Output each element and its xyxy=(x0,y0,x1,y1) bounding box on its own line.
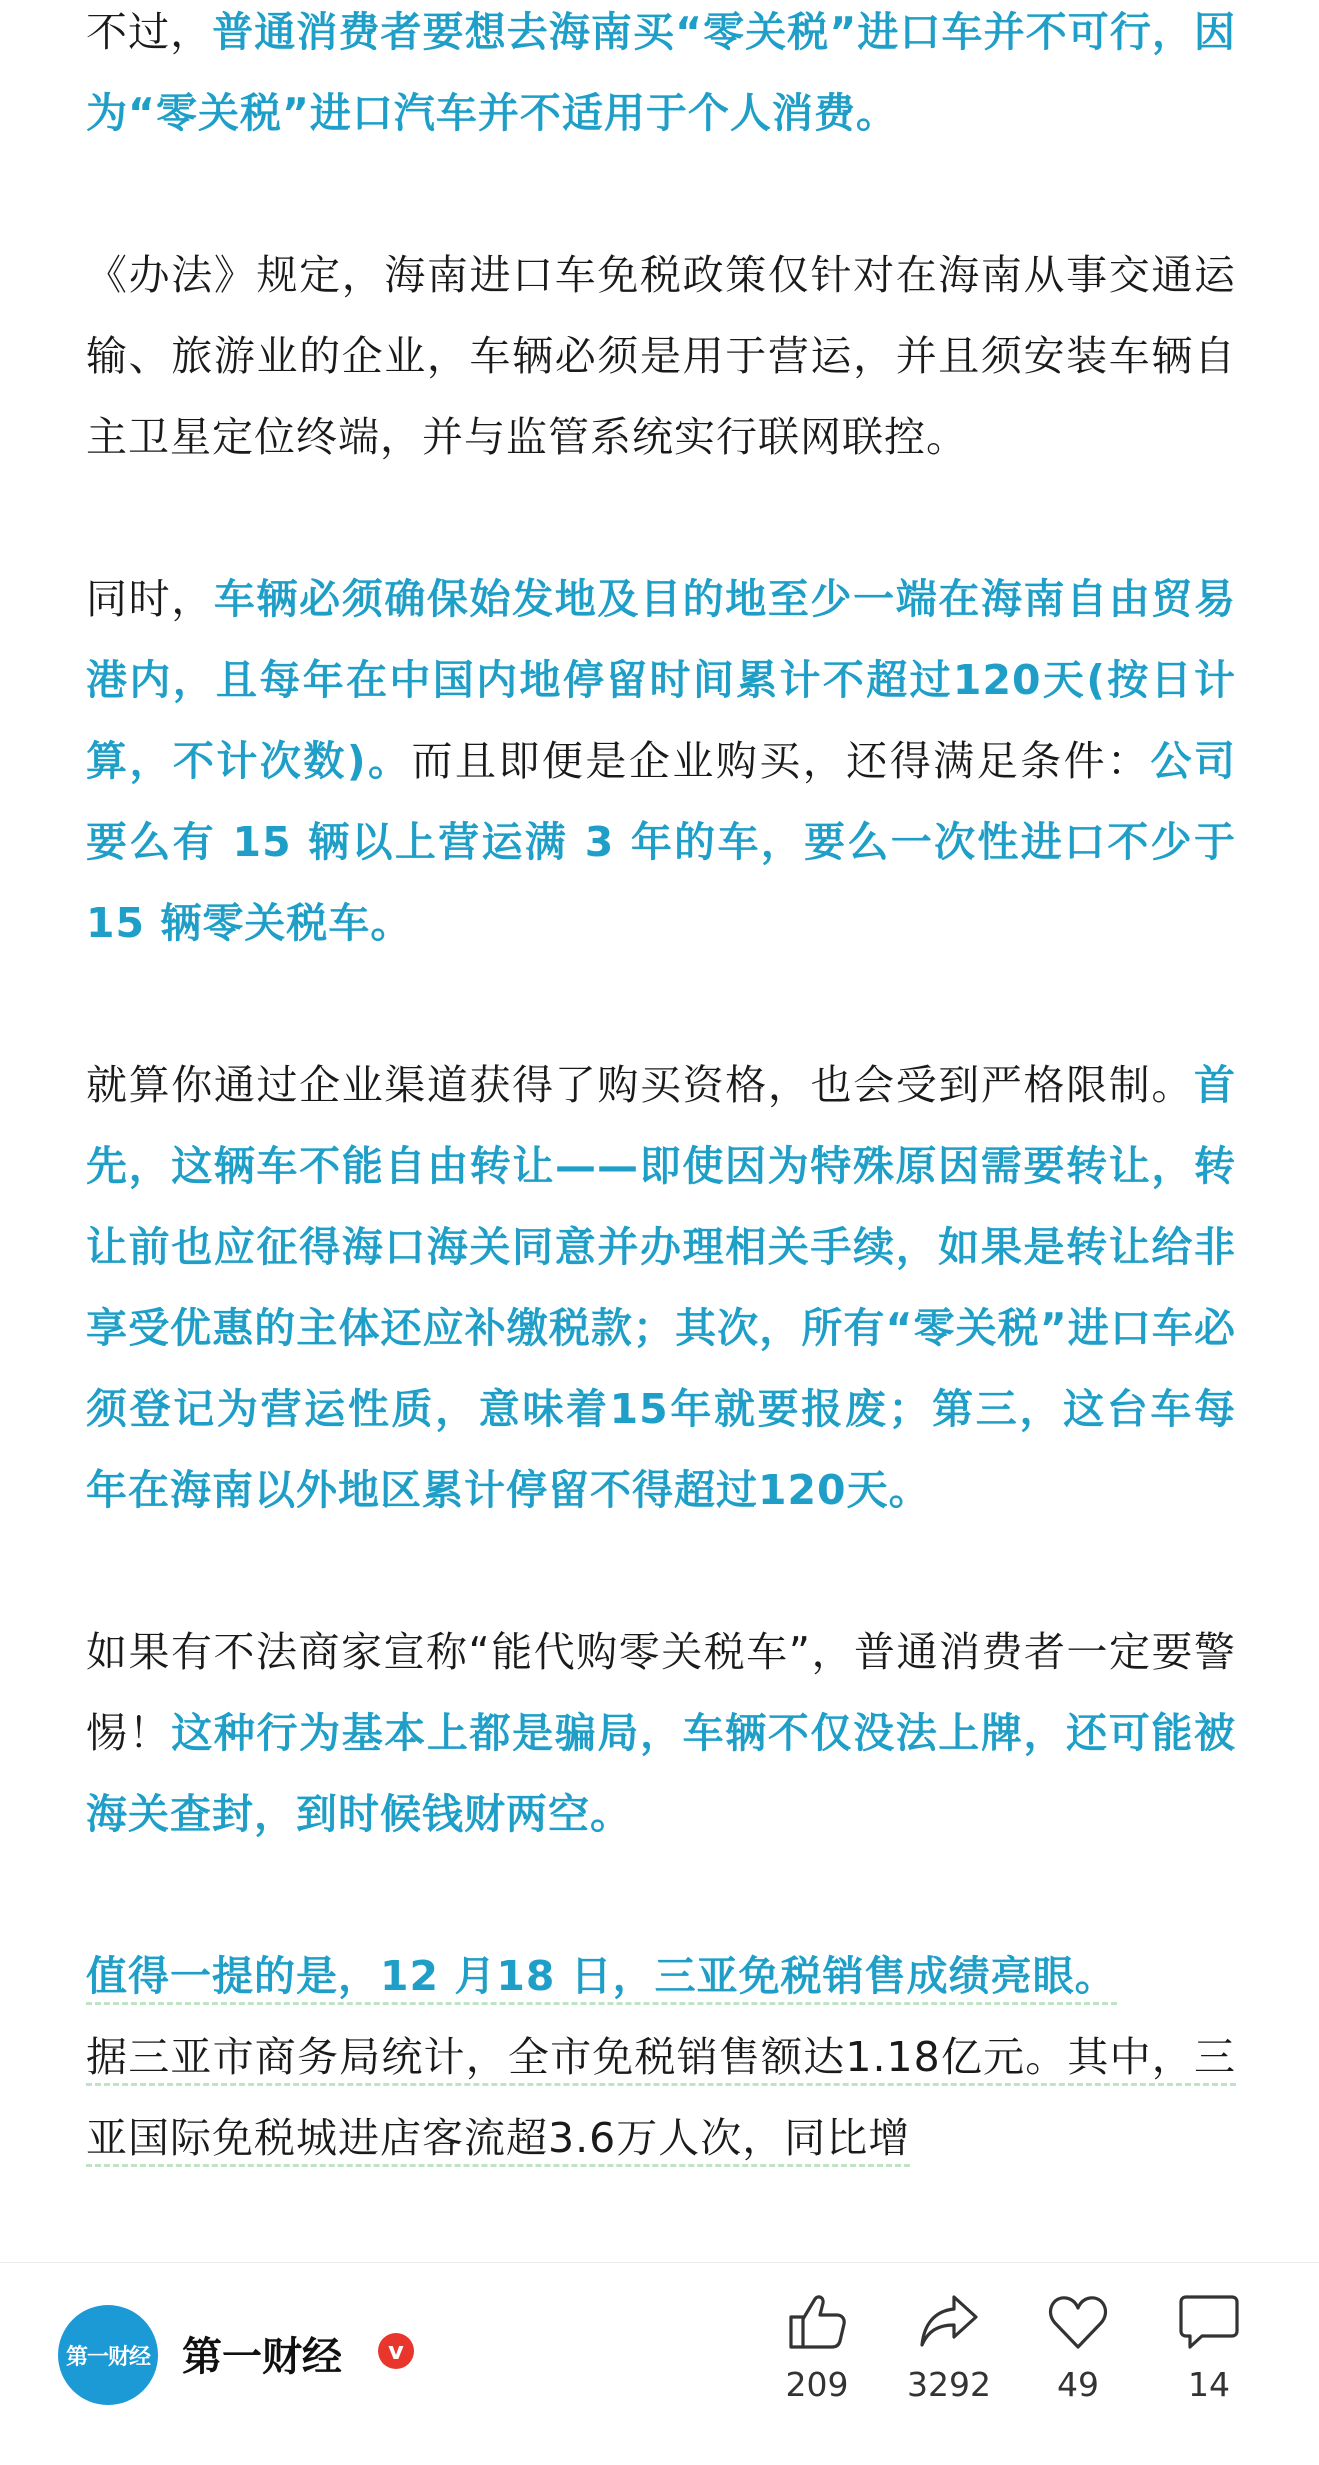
text: 据三亚市商务局统计，全市免税销售额达1.18亿元。其中，三亚国际免税城进店客流超3.6万人次，同比增 xyxy=(86,2033,1236,2167)
text: 如果有不法商家宣称“能代购零关税车”，普通消费者一定要警惕！ xyxy=(86,1628,1236,1757)
highlight-text: 这种行为基本上都是骗局，车辆不仅没法上牌，还可能被海关查封，到时候钱财两空。 xyxy=(86,1709,1237,1838)
paragraph-5 xyxy=(86,1612,1236,1855)
account-logo[interactable] xyxy=(58,2305,158,2405)
article-body xyxy=(86,0,1236,2260)
share-count: 3292 xyxy=(907,2365,991,2404)
paragraph-2 xyxy=(86,235,1236,478)
share-arrow-icon xyxy=(918,2293,980,2351)
verified-badge-icon: v xyxy=(378,2333,414,2369)
paragraph-6 xyxy=(86,1936,1236,2179)
bottom-action-bar xyxy=(0,2262,1319,2465)
text: 《办法》规定，海南进口车免税政策仅针对在海南从事交通运输、旅游业的企业，车辆必须是用于营运，并且须安装车辆自主卫星定位终端，并与监管系统实行联网联控。 xyxy=(86,251,1236,461)
paragraph-4 xyxy=(86,1045,1236,1531)
heart-icon xyxy=(1047,2293,1109,2351)
paragraph-1 xyxy=(86,0,1236,154)
paragraph-3 xyxy=(86,559,1236,964)
account-name[interactable]: 第一财经 xyxy=(182,2334,342,2380)
favorite-button[interactable] xyxy=(1013,2293,1143,2404)
text: 就算你通过企业渠道获得了购买资格，也会受到严格限制。 xyxy=(86,1061,1194,1109)
share-button[interactable] xyxy=(884,2293,1014,2404)
thumbs-up-icon xyxy=(787,2293,847,2351)
highlight-text: 值得一提的是，12 月18 日，三亚免税销售成绩亮眼。 xyxy=(86,1952,1117,2005)
like-button[interactable] xyxy=(752,2293,882,2404)
highlight-text: 普通消费者要想去海南买“零关税”进口车并不可行，因为“零关税”进口汽车并不适用于个人消费。 xyxy=(86,8,1236,137)
logo-text: 第一财经 xyxy=(65,2344,150,2370)
comment-count: 14 xyxy=(1188,2365,1230,2404)
highlight-text: 公司要么有 15 辆以上营运满 3 年的车，要么一次性进口不少于 15 辆零关税车。 xyxy=(86,737,1237,947)
text: 同时， xyxy=(86,575,214,623)
favorite-count: 49 xyxy=(1057,2365,1099,2404)
like-count: 209 xyxy=(785,2365,849,2404)
comment-button[interactable] xyxy=(1144,2293,1274,2404)
text: 不过， xyxy=(86,8,213,56)
highlight-text: 车辆必须确保始发地及目的地至少一端在海南自由贸易港内，且每年在中国内地停留时间累计不超过120天(按日计算，不计次数)。 xyxy=(86,575,1237,785)
text: 而且即便是企业购买，还得满足条件： xyxy=(411,737,1151,785)
highlight-text: 首先，这辆车不能自由转让——即使因为特殊原因需要转让，转让前也应征得海口海关同意并办理相关手续，如果是转让给非享受优惠的主体还应补缴税款；其次，所有“零关税”进口车必须登记为营运性质，意味着15年就要报废；第三，这台车每年在海南以外地区累计停留不得超过120天。 xyxy=(86,1061,1236,1514)
comment-bubble-icon xyxy=(1178,2293,1240,2351)
